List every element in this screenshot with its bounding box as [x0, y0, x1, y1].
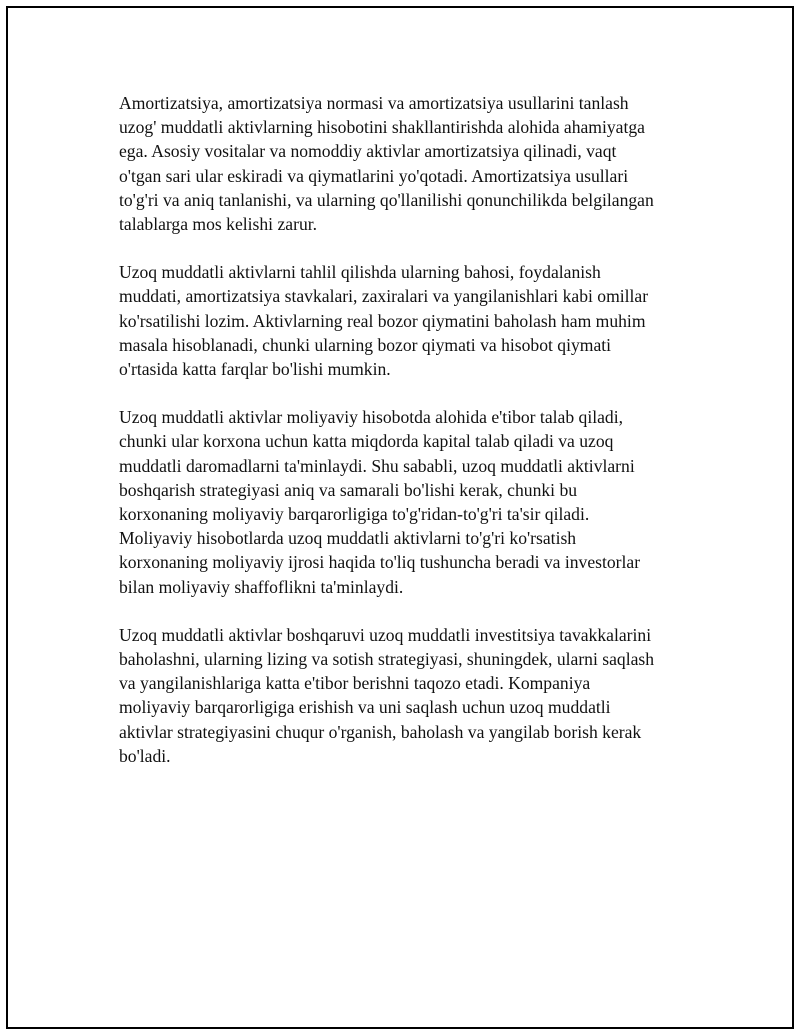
- paragraph-3: Uzoq muddatli aktivlar moliyaviy hisobotda alohida e'tibor talab qiladi, chunki ular korxona uchun katta miqdorda kapital talab qiladi va uzoq muddatli daromadlarni ta'minlaydi. Shu sababli, uzoq muddatli aktivlarni boshqarish strategiyasi aniq va samarali bo'lishi kerak, chunki bu korxonaning moliyaviy barqarorligiga to'g'ridan-to'g'ri ta'sir qiladi. Moliyaviy hisobotlarda uzoq muddatli aktivlarni to'g'ri ko'rsatish korxonaning moliyaviy ijrosi haqida to'liq tushuncha beradi va investorlar bilan moliyaviy shaffoflikni ta'minlaydi.: [119, 407, 641, 597]
- document-body: [119, 91, 689, 792]
- paragraph-1: Amortizatsiya, amortizatsiya normasi va amortizatsiya usullarini tanlash uzog' muddatli aktivlarning hisobotini shakllantirishda alohida ahamiyatga ega. Asosiy vositalar va nomoddiy aktivlar amortizatsiya qilinadi, vaqt o'tgan sari ular eskiradi va qiymatlarini yo'qotadi. Amortizatsiya usullari to'g'ri va aniq tanlanishi, va ularning qo'llanilishi qonunchilikda belgilangan talablarga mos kelishi zarur.: [119, 93, 654, 235]
- document-page: [6, 6, 794, 1029]
- paragraph-2: Uzoq muddatli aktivlarni tahlil qilishda ularning bahosi, foydalanish muddati, amortizatsiya stavkalari, zaxiralari va yangilanishlari kabi omillar ko'rsatilishi lozim. Aktivlarning real bozor qiymatini baholash ham muhim masala hisoblanadi, chunki ularning bozor qiymati va hisobot qiymati o'rtasida katta farqlar bo'lishi mumkin.: [119, 262, 649, 380]
- paragraph-4: Uzoq muddatli aktivlar boshqaruvi uzoq muddatli investitsiya tavakkalarini baholashni, ularning lizing va sotish strategiyasi, shuningdek, ularni saqlash va yangilanishlariga katta e'tibor berishni taqozo etadi. Kompaniya moliyaviy barqarorligiga erishish va uni saqlash uchun uzoq muddatli aktivlar strategiyasini chuqur o'rganish, baholash va yangilab borish kerak bo'ladi.: [119, 624, 655, 766]
